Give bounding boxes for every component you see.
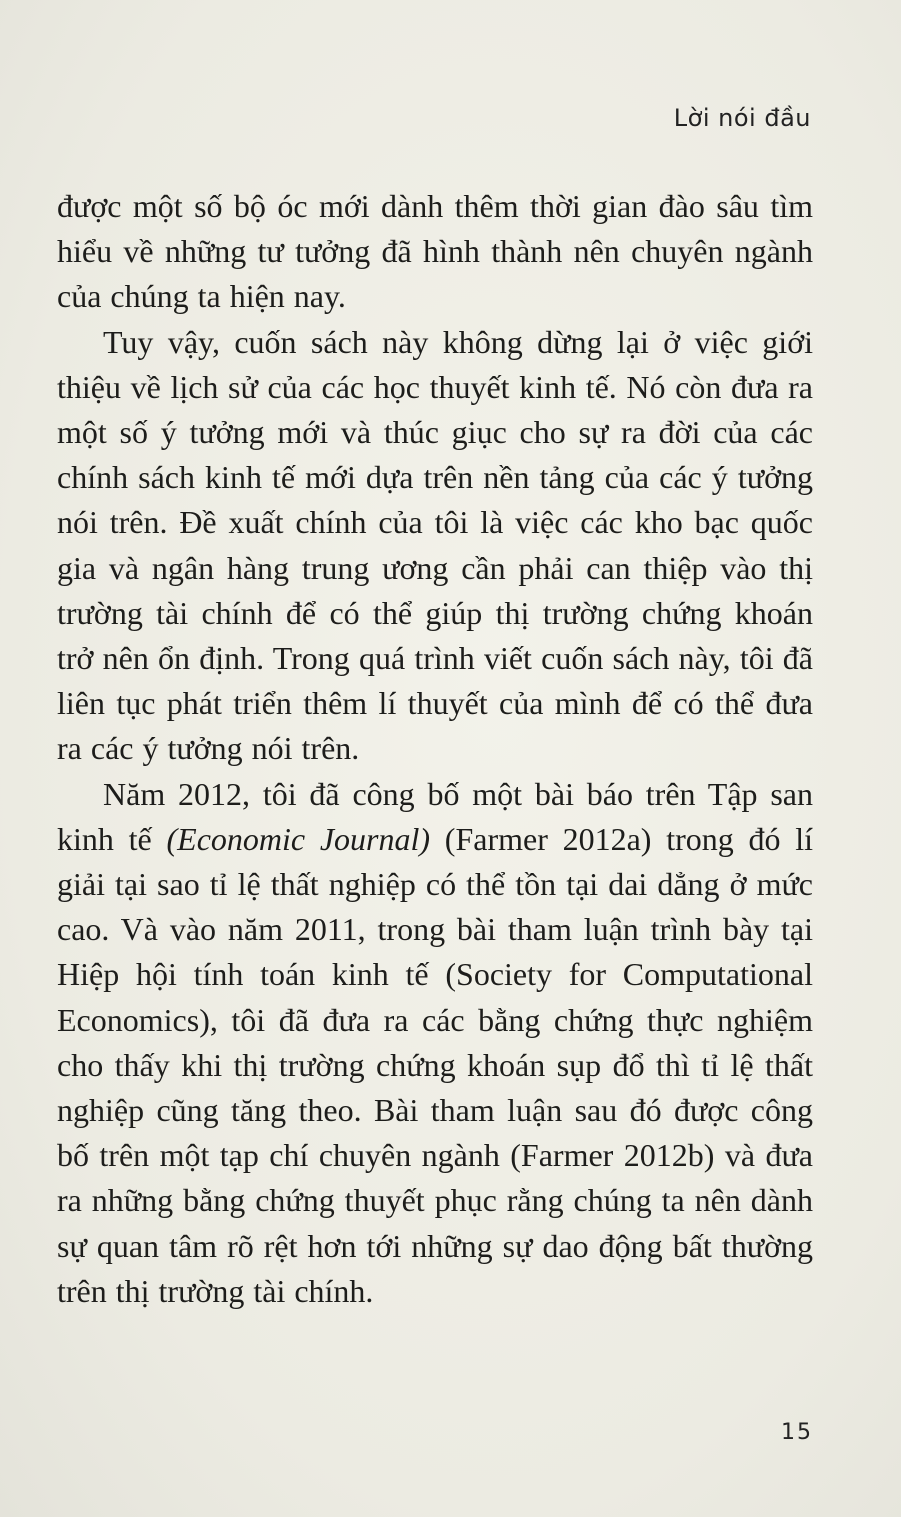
paragraph-3 [57, 772, 813, 1314]
paragraph-3-text-before: Năm 2012, tôi đã công bố một bài báo trên Tập san kinh tế [57, 775, 813, 857]
paragraph-2: Tuy vậy, cuốn sách này không dừng lại ở việc giới thiệu về lịch sử của các học thuyết kinh tế. Nó còn đưa ra một số ý tưởng mới và thúc giục cho sự ra đời của các chính sách kinh tế mới dựa trên nền tảng của các ý tưởng nói trên. Đề xuất chính của tôi là việc các kho bạc quốc gia và ngân hàng trung ương cần phải can thiệp vào thị trường tài chính để có thể giúp thị trường chứng khoán trở nên ổn định. Trong quá trình viết cuốn sách này, tôi đã liên tục phát triển thêm lí thuyết của mình để có thể đưa ra các ý tưởng nói trên. [57, 323, 813, 767]
body-text [57, 184, 813, 1314]
paragraph-3-text-after: (Farmer 2012a) trong đó lí giải tại sao tỉ lệ thất nghiệp có thể tồn tại dai dẳng ở mức cao. Và vào năm 2011, trong bài tham luận trình bày tại Hiệp hội tính toán kinh tế (Society for Computational Economics), tôi đã đưa ra các bằng chứng thực nghiệm cho thấy khi thị trường chứng khoán sụp đổ thì tỉ lệ thất nghiệp cũng tăng theo. Bài tham luận sau đó được công bố trên một tạp chí chuyên ngành (Farmer 2012b) và đưa ra những bằng chứng thuyết phục rằng chúng ta nên dành sự quan tâm rõ rệt hơn tới những sự dao động bất thường trên thị trường tài chính. [57, 820, 814, 1309]
journal-title-italic: (Economic Journal) [166, 820, 431, 857]
page-number: 15 [781, 1420, 813, 1445]
running-header: Lời nói đầu [673, 104, 811, 132]
paragraph-1: được một số bộ óc mới dành thêm thời gian đào sâu tìm hiểu về những tư tưởng đã hình thành nên chuyên ngành của chúng ta hiện nay. [57, 188, 813, 315]
